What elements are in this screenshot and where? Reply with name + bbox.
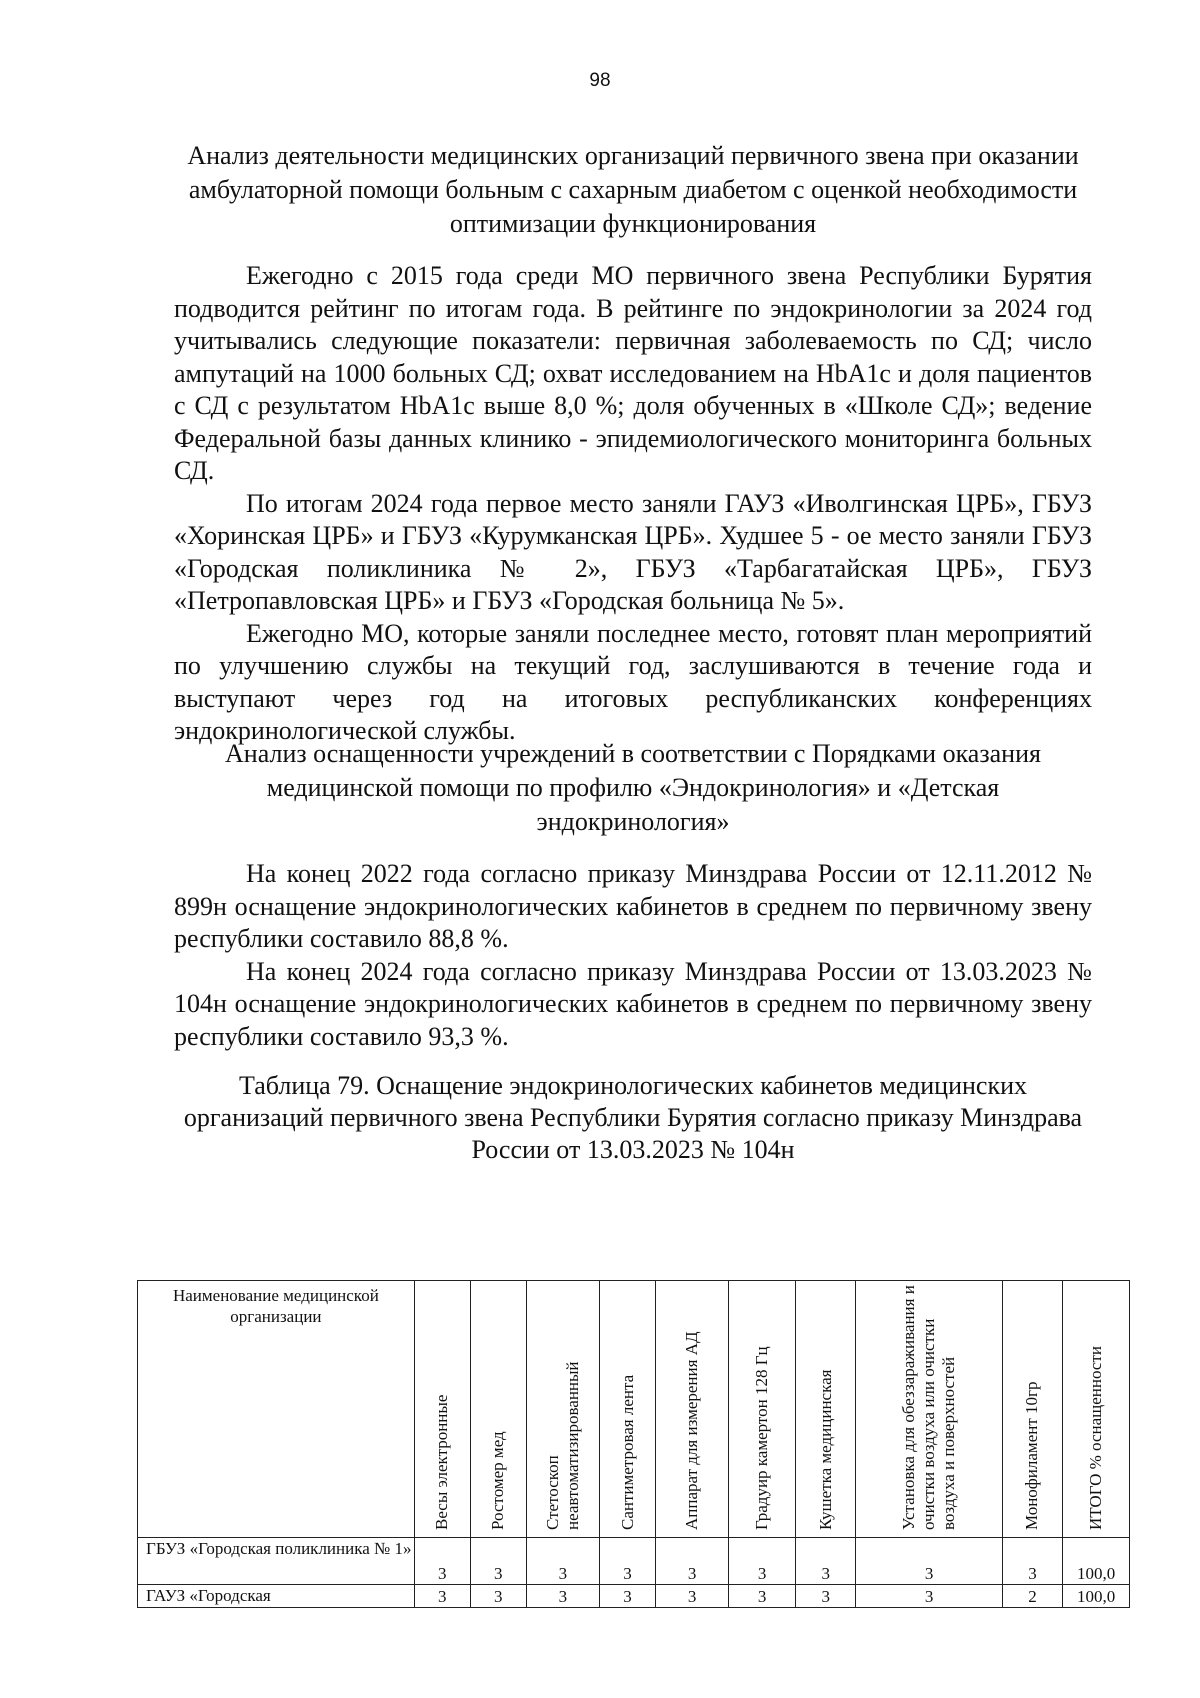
- table-cell: 3: [729, 1538, 796, 1585]
- header-label: Весы электронные: [432, 1394, 452, 1530]
- header-label: Установка для обеззараживания и очистки воздуха или очистки воздуха и поверхностей: [899, 1285, 959, 1530]
- table-cell-organization: ГАУЗ «Городская: [138, 1585, 415, 1608]
- table-cell: 3: [856, 1538, 1002, 1585]
- header-scales: [414, 1281, 470, 1538]
- table-cell: 3: [526, 1538, 599, 1585]
- table-cell: 3: [600, 1538, 656, 1585]
- section-heading-ambulatory: Анализ деятельности медицинских организаций первичного звена при оказании амбулаторной помощи больным с сахарным диабетом с оценкой необходимости оптимизации функционирования: [187, 141, 1079, 238]
- header-label: Сантиметровая лента: [617, 1374, 637, 1530]
- paragraph-rating: Ежегодно с 2015 года среди МО первичного звена Республики Бурятия подводится рейтинг по итогам года. В рейтинге по эндокринологии за 2024 год учитывались следующие показатели: первичная заболеваемость по СД; число ампутаций на 1000 больных СД; охват исследованием на HbA1c и доля пациентов с СД с результатом HbA1c выше 8,0 %; доля обученных в «Школе СД»; ведение Федеральной базы данных клинико - эпидемиологического мониторинга больных СД.: [174, 261, 1092, 485]
- header-label: Ростомер мед: [488, 1431, 508, 1530]
- paragraph-2022: На конец 2022 года согласно приказу Минздрава России от 12.11.2012 № 899н оснащение эндокринологических кабинетов в среднем по первичному звену республики составило 88,8 %.: [174, 859, 1092, 953]
- header-air-purifier: [856, 1281, 1002, 1538]
- table-cell: 2: [1002, 1585, 1062, 1608]
- table-caption: Таблица 79. Оснащение эндокринологических кабинетов медицинских организаций первичного звена Республики Бурятия согласно приказу Минздрава России от 13.03.2023 № 104н: [183, 1071, 1083, 1164]
- header-couch: [796, 1281, 856, 1538]
- table-cell: 3: [729, 1585, 796, 1608]
- header-label: ИТОГО % оснащенности: [1086, 1346, 1106, 1530]
- table-cell: 3: [796, 1538, 856, 1585]
- header-organization: Наименование медицинской организации: [138, 1281, 415, 1538]
- header-height-meter: [470, 1281, 526, 1538]
- header-label: Аппарат для измерения АД: [682, 1331, 702, 1530]
- header-total: [1063, 1281, 1130, 1538]
- paragraph-plan: Ежегодно МО, которые заняли последнее место, готовят план мероприятий по улучшению службы на текущий год, заслушиваются в течение года и выступают через год на итоговых республиканских конференциях эндокринологической службы.: [174, 618, 1092, 745]
- section-body-ambulatory: [174, 260, 1092, 748]
- header-monofilament: [1002, 1281, 1062, 1538]
- table-cell: 3: [856, 1585, 1002, 1608]
- table-cell-total: 100,0: [1063, 1585, 1130, 1608]
- header-label: Стетоскоп неавтоматизированный: [542, 1361, 582, 1530]
- header-stethoscope: [526, 1281, 599, 1538]
- table-cell: 3: [796, 1585, 856, 1608]
- table-cell: 3: [656, 1538, 729, 1585]
- section-heading-equipment: Анализ оснащенности учреждений в соответствии с Порядками оказания медицинской помощи по профилю «Эндокринология» и «Детская эндокринология»: [225, 739, 1041, 836]
- header-tuning-fork: [729, 1281, 796, 1538]
- header-label: Монофиламент 10гр: [1022, 1381, 1042, 1530]
- header-label: Градуир камертон 128 Гц: [752, 1346, 772, 1530]
- table-cell: 3: [1002, 1538, 1062, 1585]
- table-cell-total: 100,0: [1063, 1538, 1130, 1585]
- equipment-table: [137, 1280, 1130, 1608]
- table-cell-organization: ГБУЗ «Городская поликлиника № 1»: [138, 1538, 415, 1585]
- header-measuring-tape: [600, 1281, 656, 1538]
- paragraph-results: По итогам 2024 года первое место заняли ГАУЗ «Иволгинская ЦРБ», ГБУЗ «Хоринская ЦРБ» и ГБУЗ «Курумканская ЦРБ». Худшее 5 - ое место заняли ГБУЗ «Городская поликлиника № 2», ГБУЗ «Тарбагатайская ЦРБ», ГБУЗ «Петропавловская ЦРБ» и ГБУЗ «Городская больница № 5».: [174, 488, 1092, 615]
- table-cell: 3: [656, 1585, 729, 1608]
- table-cell: 3: [470, 1585, 526, 1608]
- table-cell: 3: [414, 1585, 470, 1608]
- page-number: 98: [589, 70, 611, 91]
- header-bp-monitor: [656, 1281, 729, 1538]
- table-row: [138, 1538, 1130, 1585]
- table-cell: 3: [600, 1585, 656, 1608]
- table-header-row: [138, 1281, 1130, 1538]
- table-row: [138, 1585, 1130, 1608]
- table-cell: 3: [526, 1585, 599, 1608]
- header-label: Кушетка медицинская: [815, 1369, 835, 1530]
- section-body-equipment: [174, 858, 1092, 1053]
- paragraph-2024: На конец 2024 года согласно приказу Минздрава России от 13.03.2023 № 104н оснащение эндокринологических кабинетов в среднем по первичному звену республики составило 93,3 %.: [174, 956, 1092, 1051]
- table-cell: 3: [470, 1538, 526, 1585]
- table-cell: 3: [414, 1538, 470, 1585]
